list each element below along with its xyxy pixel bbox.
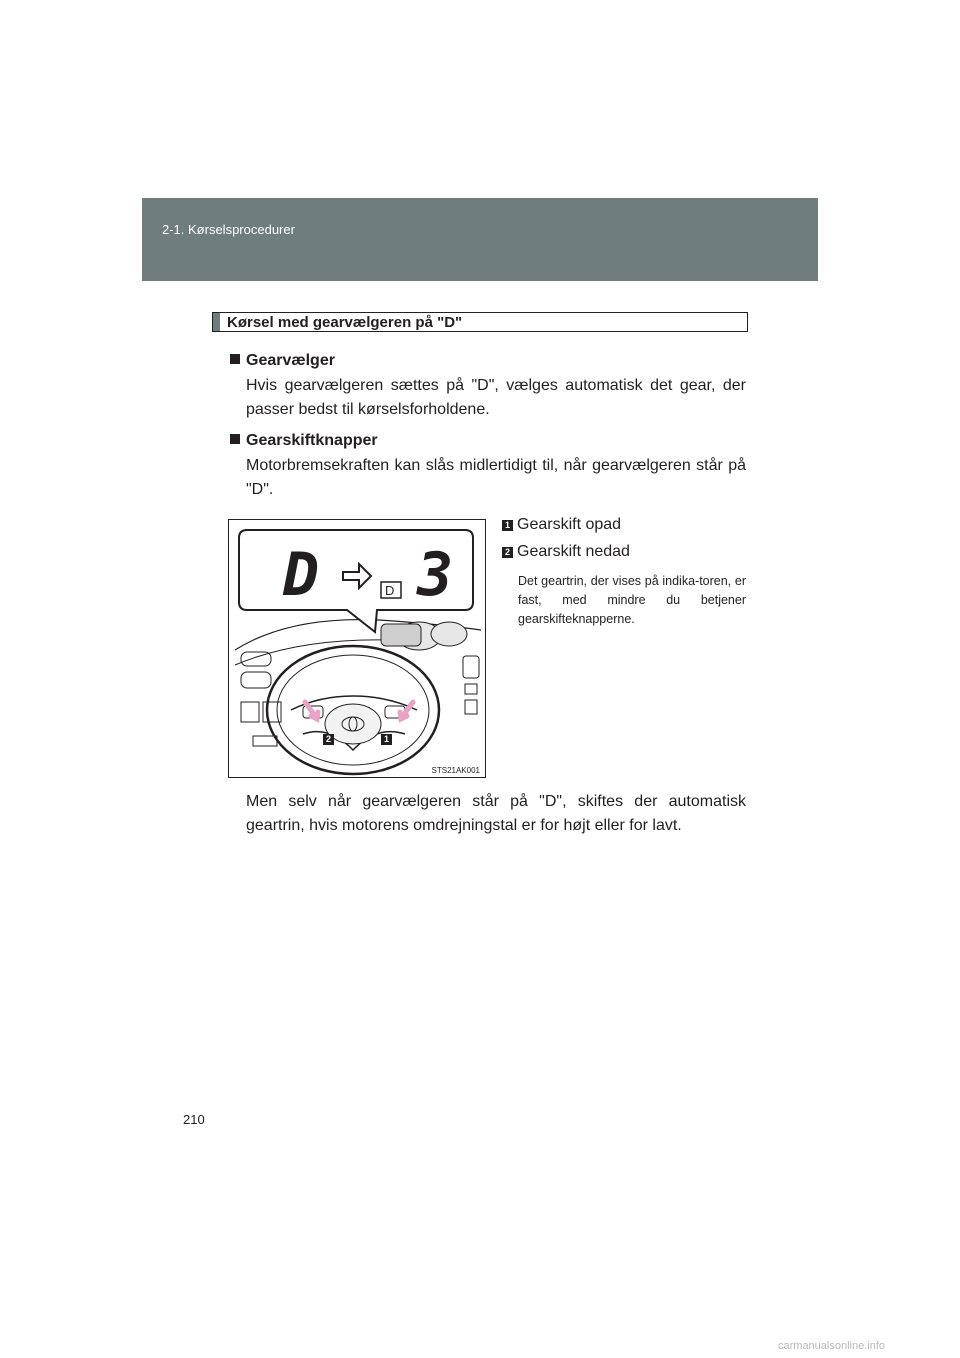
item-heading-gearvaelger: Gearvælger xyxy=(230,352,335,370)
page-header xyxy=(142,198,818,281)
closing-paragraph: Men selv når gearvælgeren står på "D", skiftes der automatisk geartrin, hvis motorens omdrejningstal er for højt eller for lavt. xyxy=(246,793,746,834)
display-right-gear: 3 xyxy=(417,540,454,610)
section-heading-box xyxy=(212,312,748,332)
steering-wheel-illustration xyxy=(228,519,486,778)
square-bullet-icon xyxy=(230,434,240,444)
figure-marker-1: 1 xyxy=(381,734,392,745)
figure-code: STS21AK001 xyxy=(431,766,480,775)
header-section-label: 2-1. Kørselsprocedurer xyxy=(162,222,295,237)
display-mode-box-label: D xyxy=(385,583,395,598)
display-left-gear: D xyxy=(283,540,320,610)
watermark: carmanualsonline.info xyxy=(778,1340,886,1352)
section-title: Kørsel med gearvælgeren på "D" xyxy=(227,314,463,331)
square-bullet-icon xyxy=(230,354,240,364)
section-heading-bar xyxy=(213,313,220,331)
callout-number-1: 1 xyxy=(502,520,513,531)
item-text-gearvaelger: Hvis gearvælgeren sættes på "D", vælges automatisk det gear, der passer bedst til kørselsforholdene. xyxy=(246,377,746,418)
item-text-gearskiftknapper: Motorbremsekraften kan slås midlertidigt til, når gearvælgeren står på "D". xyxy=(246,457,746,498)
callout-2 xyxy=(502,543,630,561)
callout-label-1: Gearskift opad xyxy=(517,516,622,533)
callout-label-2: Gearskift nedad xyxy=(517,543,630,560)
callout-1 xyxy=(502,516,621,534)
page-number: 210 xyxy=(183,1112,205,1127)
figure-marker-2: 2 xyxy=(323,734,334,745)
item-heading-gearskiftknapper: Gearskiftknapper xyxy=(230,432,378,450)
figure-note: Det geartrin, der vises på indika-toren, er fast, med mindre du betjener gearskifteknapperne. xyxy=(518,574,746,626)
callout-number-2: 2 xyxy=(502,547,513,558)
